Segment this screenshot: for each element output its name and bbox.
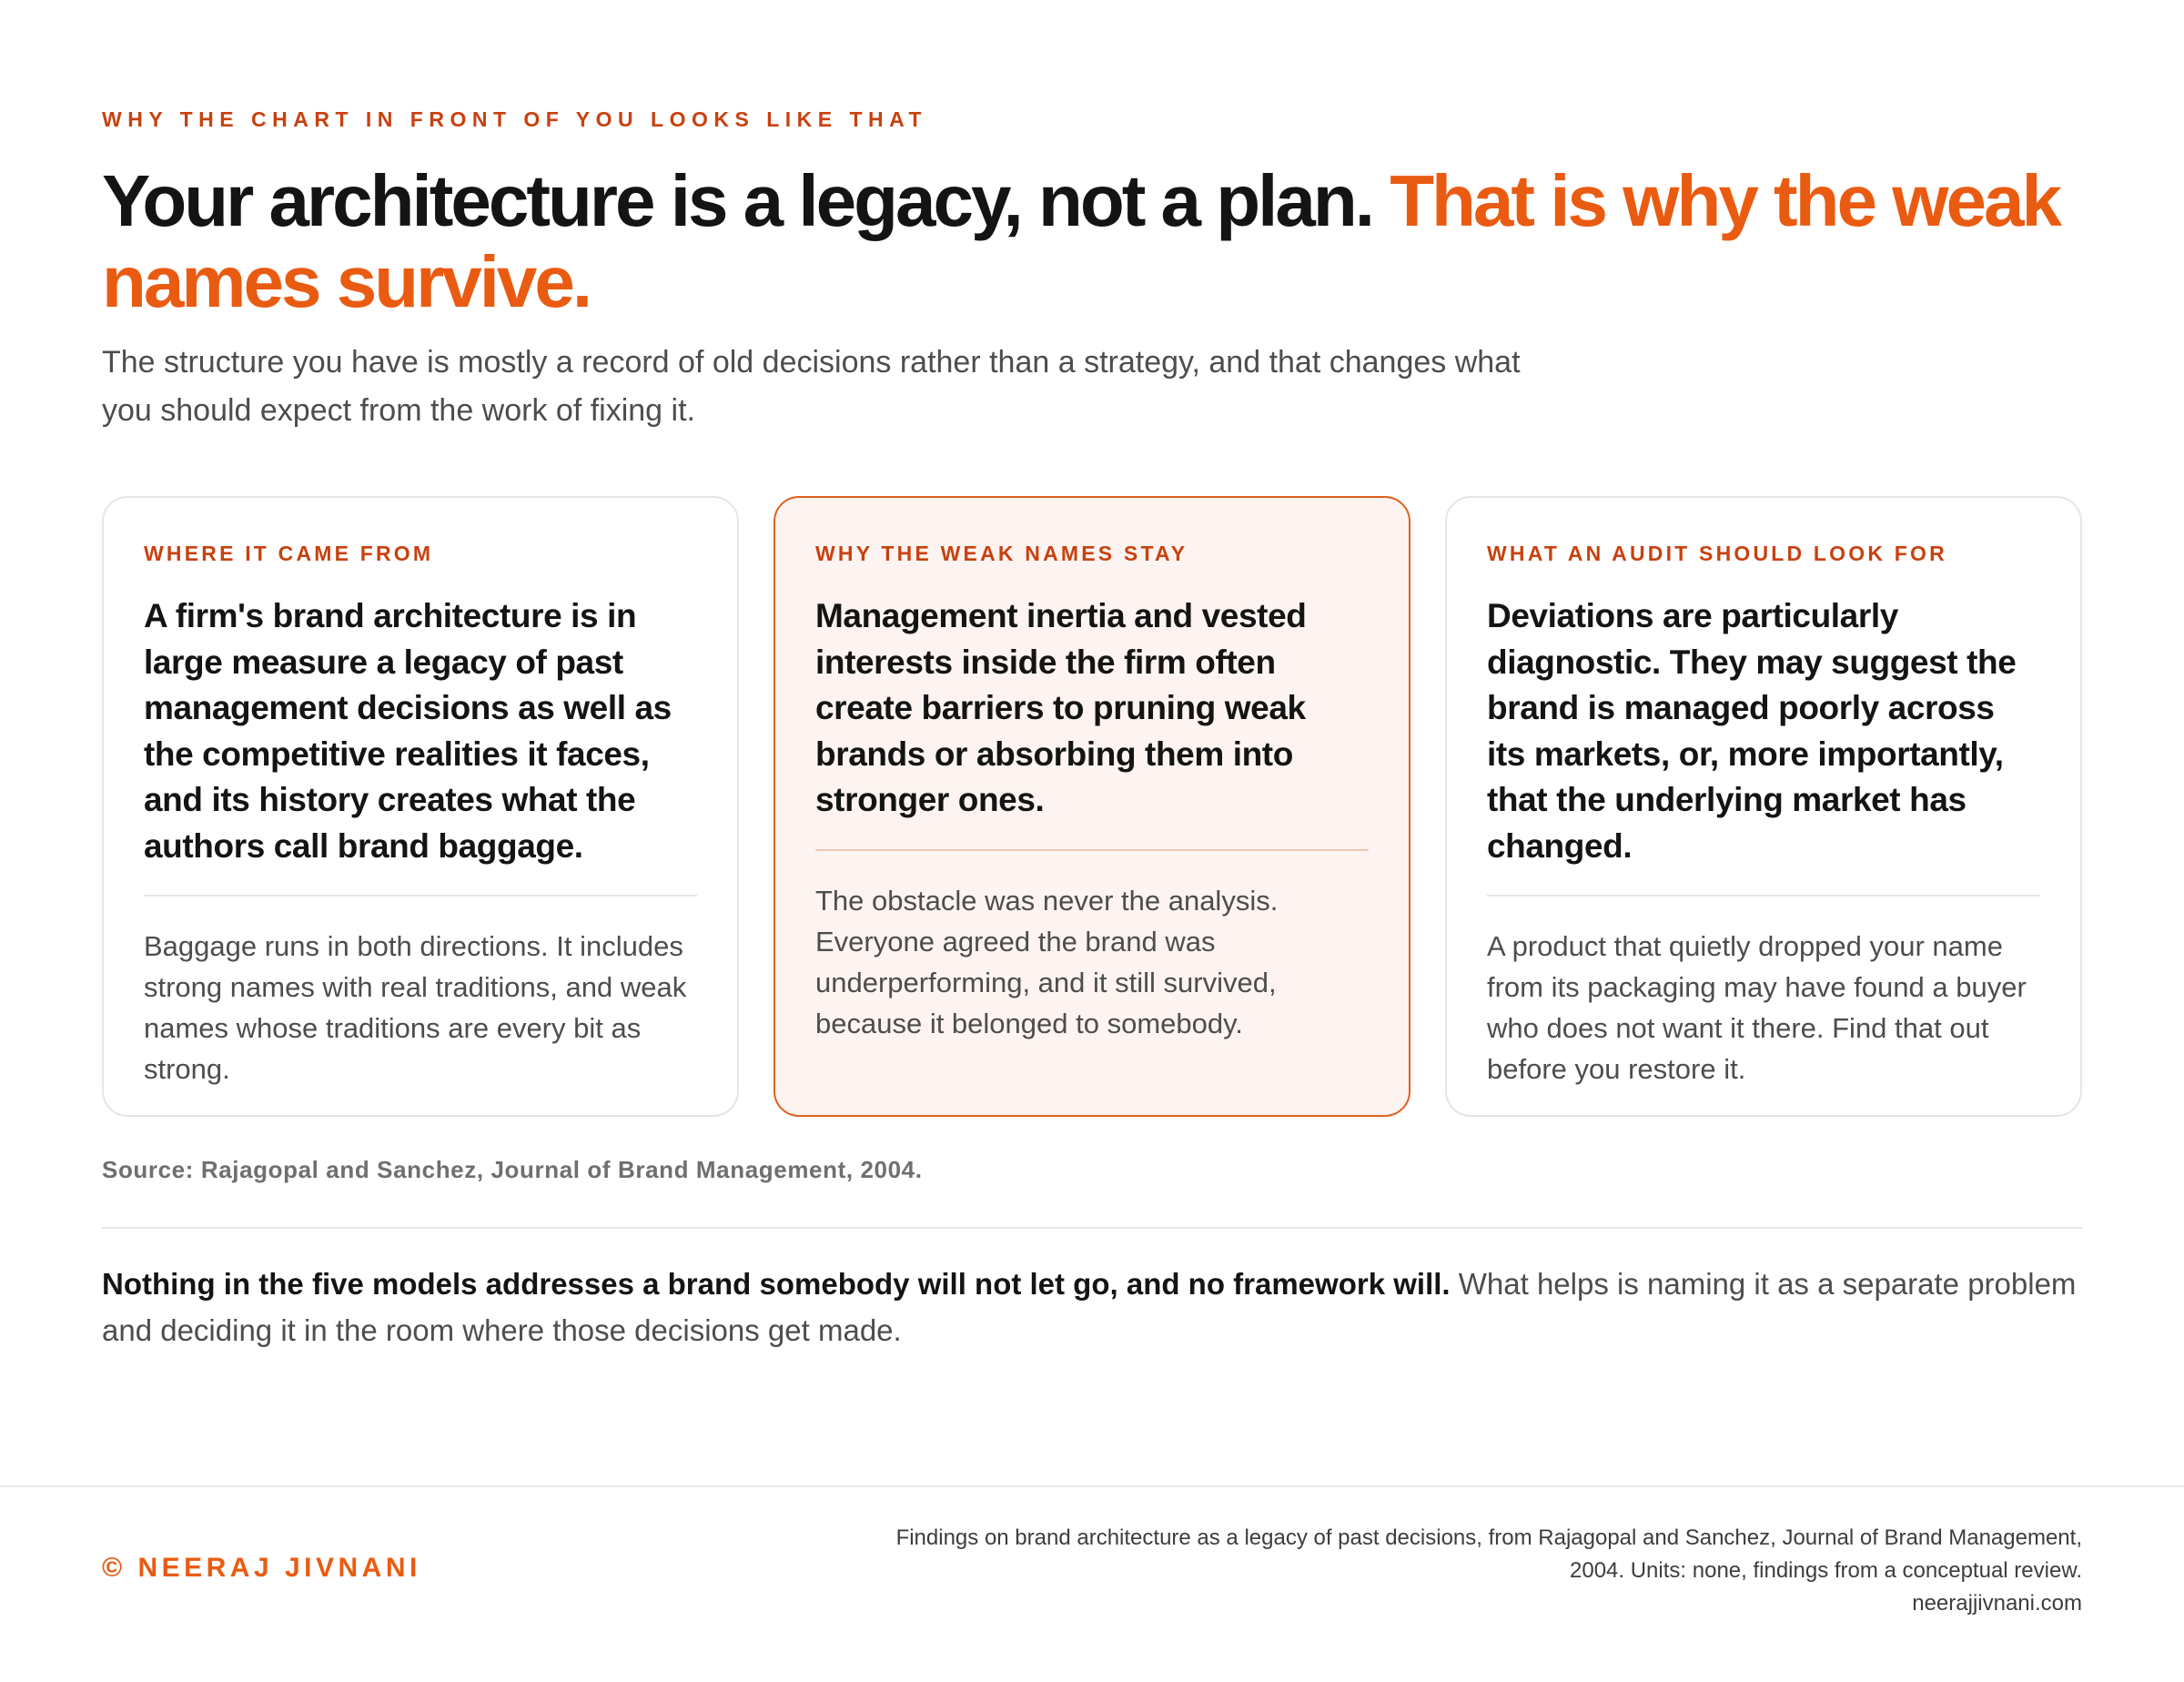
subtitle: The structure you have is mostly a record of old decisions rather than a strategy, and that changes what you should expect from the work of fixing it. [102,345,1521,428]
card-label: WHY THE WEAK NAMES STAY [815,542,1188,565]
card-note: Baggage runs in both directions. It includes strong names with real traditions, and weak names whose traditions are every bit as strong. [144,930,687,1085]
footer-site-link[interactable]: neerajjivnani.com [1912,1591,2082,1616]
card-quote: A firm's brand architecture is in large measure a legacy of past management decisions as well as the competitive realities it faces, and its history creates what the authors call brand baggage. [144,597,672,865]
page-title [102,160,2122,322]
closing-strong: Nothing in the five models addresses a brand somebody will not let go, and no framework will. [102,1267,1451,1301]
kicker: WHY THE CHART IN FRONT OF YOU LOOKS LIKE THAT [102,107,928,131]
finding-cards [102,496,2082,1117]
card-why-weak-names-stay [774,496,1410,1117]
footer-note [808,1522,2082,1620]
card-where-it-came-from [102,496,739,1117]
closing-statement [102,1261,2082,1353]
card-quote: Deviations are particularly diagnostic. They may suggest the brand is managed poorly across its markets, or, more importantly, that the underlying market has changed. [1487,597,2017,865]
brand-credit: © NEERAJ JIVNANI [102,1553,421,1583]
headline-accent: That is why the weak names survive. [102,160,2059,322]
card-divider [815,849,1369,851]
card-divider [1487,895,2040,897]
card-what-audit-should-look-for [1445,496,2082,1117]
source-citation: Source: Rajagopal and Sanchez, Journal of Brand Management, 2004. [102,1156,923,1183]
card-note: The obstacle was never the analysis. Everyone agreed the brand was underperforming, and it still survived, because it belonged to somebody. [815,884,1279,1039]
footer-divider [0,1485,2184,1487]
card-label: WHERE IT CAME FROM [144,542,434,565]
footer-note-line-1: Findings on brand architecture as a legacy of past decisions, from Rajagopal and Sanchez, Journal of Brand Management, [895,1525,2082,1550]
card-divider [144,895,697,897]
section-divider [102,1227,2082,1229]
footer-note-line-2: 2004. Units: none, findings from a conceptual review. [1570,1558,2082,1583]
card-label: WHAT AN AUDIT SHOULD LOOK FOR [1487,542,1947,565]
card-quote: Management inertia and vested interests inside the firm often create barriers to pruning weak brands or absorbing them into stronger ones. [815,597,1307,818]
headline-main: Your architecture is a legacy, not a plan. [102,160,1372,241]
closing-rest: What helps is naming it as a separate problem and deciding it in the room where those decisions get made. [102,1267,2077,1347]
card-note: A product that quietly dropped your name from its packaging may have found a buyer who does not want it there. Find that out before you restore it. [1487,930,2027,1085]
